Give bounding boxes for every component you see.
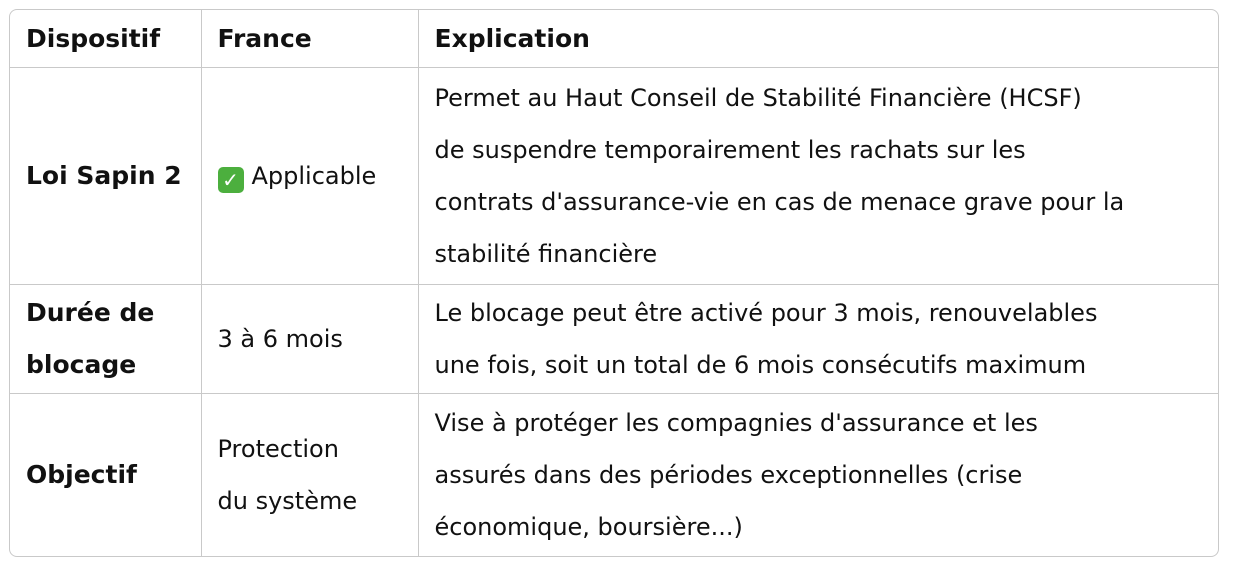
row-france-cell (201, 68, 418, 285)
explication-line: contrats d'assurance-vie en cas de menace grave pour la (434, 188, 1125, 216)
explication-line: Vise à protéger les compagnies d'assurance et les (434, 409, 1038, 438)
table-row (10, 394, 1218, 557)
france-line: du système (217, 487, 358, 516)
row-explication-cell (418, 285, 1218, 394)
row-label-loi-sapin: Loi Sapin 2 (10, 68, 201, 285)
explication-line: économique, boursière...) (434, 513, 743, 542)
applicable-text: Applicable (251, 162, 377, 190)
header-dispositif: Dispositif (10, 10, 201, 68)
row-label-objectif: Objectif (10, 394, 201, 557)
row-label-duree (10, 285, 201, 394)
check-mark-button-icon: ✓ (218, 167, 244, 193)
info-table-container (9, 9, 1219, 557)
explication-line: Permet au Haut Conseil de Stabilité Financière (HCSF) (434, 84, 1082, 112)
explication-line: une fois, soit un total de 6 mois consécutifs maximum (434, 351, 1087, 379)
row-label-line: Durée de (26, 298, 155, 327)
table-row (10, 285, 1218, 394)
row-france-cell (201, 394, 418, 557)
row-france-cell: 3 à 6 mois (201, 285, 418, 394)
row-explication-cell (418, 394, 1218, 557)
row-label-line: blocage (26, 350, 137, 379)
table-row (10, 68, 1218, 285)
table-header-row (10, 10, 1218, 68)
explication-line: stabilité financière (434, 240, 658, 268)
explication-line: Le blocage peut être activé pour 3 mois, renouvelables (434, 299, 1098, 327)
header-explication: Explication (418, 10, 1218, 68)
header-france: France (201, 10, 418, 68)
france-line: Protection (217, 435, 339, 464)
explication-line: assurés dans des périodes exceptionnelles (crise (434, 461, 1023, 490)
row-explication-cell (418, 68, 1218, 285)
info-table (10, 10, 1218, 557)
explication-line: de suspendre temporairement les rachats sur les (434, 136, 1026, 164)
